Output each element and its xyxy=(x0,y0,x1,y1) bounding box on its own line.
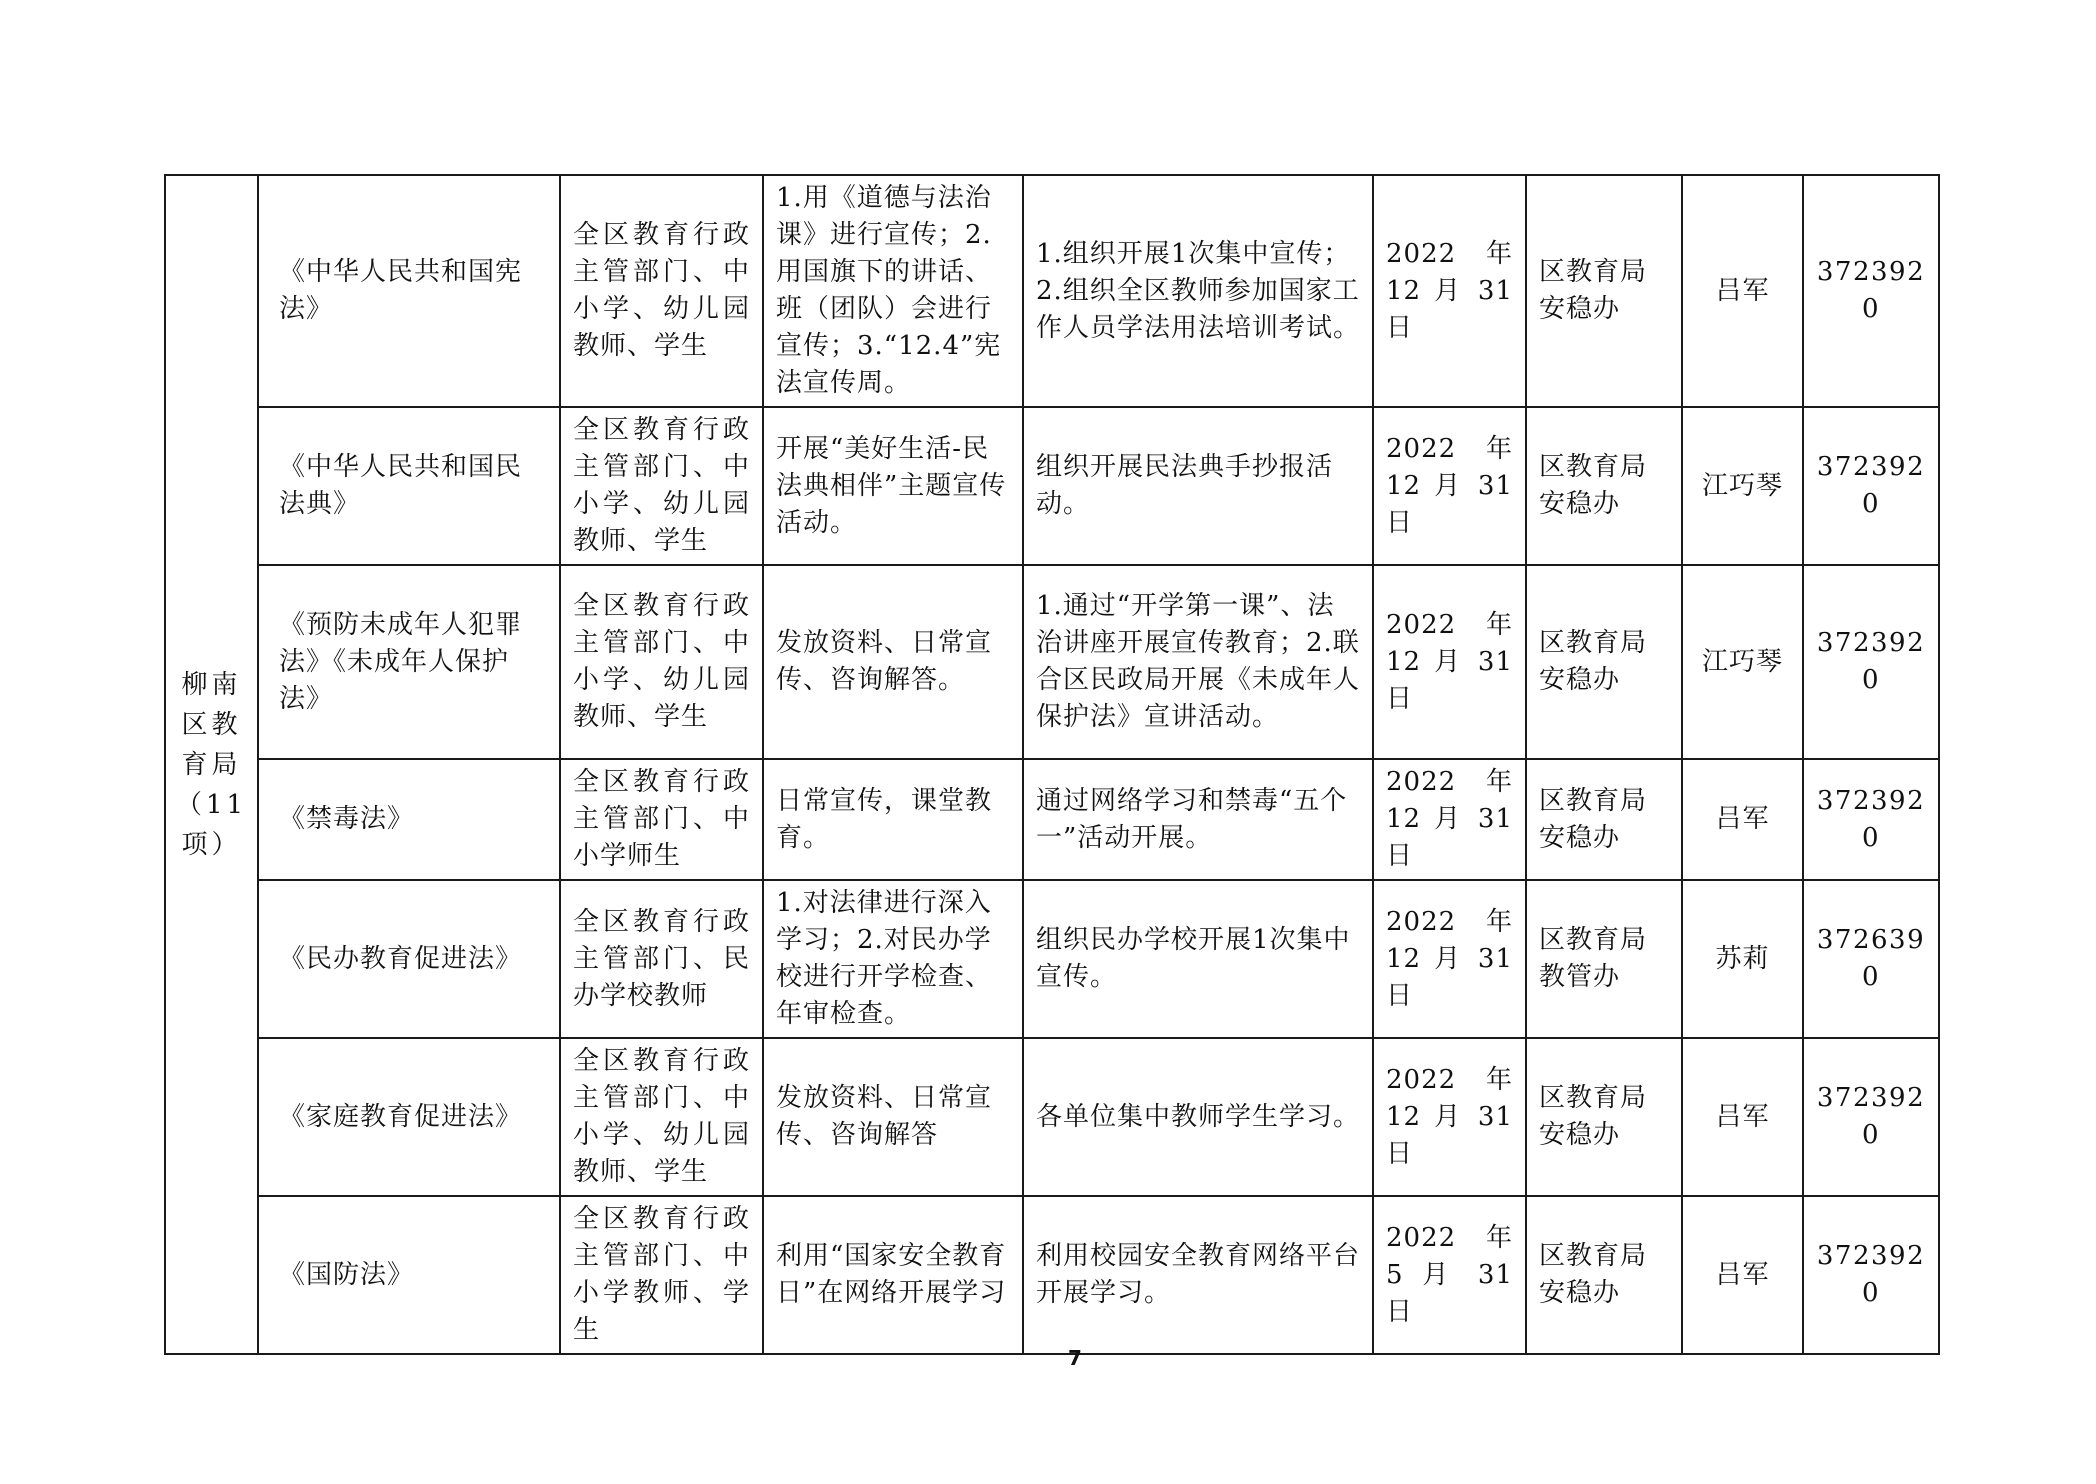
responsible-unit-cell: 区教育局安稳办 xyxy=(1526,175,1682,407)
deadline-cell: 2022 年 12 月 31 日 xyxy=(1373,880,1526,1038)
activity-cell: 组织民办学校开展1次集中宣传。 xyxy=(1023,880,1373,1038)
table-row xyxy=(165,880,1939,1038)
target-audience-cell: 全区教育行政主管部门、中小学、幼儿园教师、学生 xyxy=(560,407,763,565)
contact-person-cell: 吕军 xyxy=(1682,1038,1803,1196)
deadline-cell: 2022 年 12 月 31 日 xyxy=(1373,759,1526,880)
deadline-cell: 2022 年 12 月 31 日 xyxy=(1373,565,1526,759)
activity-cell: 组织开展民法典手抄报活动。 xyxy=(1023,407,1373,565)
activity-cell: 各单位集中教师学生学习。 xyxy=(1023,1038,1373,1196)
phone-cell: 3723920 xyxy=(1803,407,1939,565)
responsible-unit-cell: 区教育局安稳办 xyxy=(1526,759,1682,880)
responsible-unit-cell: 区教育局安稳办 xyxy=(1526,407,1682,565)
table-row xyxy=(165,565,1939,759)
publicity-method-cell: 发放资料、日常宣传、咨询解答 xyxy=(763,1038,1023,1196)
law-name-cell: 《民办教育促进法》 xyxy=(258,880,560,1038)
table-row xyxy=(165,759,1939,880)
publicity-method-cell: 利用“国家安全教育日”在网络开展学习 xyxy=(763,1196,1023,1354)
target-audience-cell: 全区教育行政主管部门、中小学教师、学生 xyxy=(560,1196,763,1354)
page-number: 7 xyxy=(1068,1346,1082,1370)
responsible-unit-cell: 区教育局安稳办 xyxy=(1526,1196,1682,1354)
phone-cell: 3723920 xyxy=(1803,1038,1939,1196)
contact-person-cell: 吕军 xyxy=(1682,175,1803,407)
contact-person-cell: 苏莉 xyxy=(1682,880,1803,1038)
contact-person-cell: 吕军 xyxy=(1682,759,1803,880)
publicity-method-cell: 开展“美好生活-民法典相伴”主题宣传活动。 xyxy=(763,407,1023,565)
activity-cell: 利用校园安全教育网络平台开展学习。 xyxy=(1023,1196,1373,1354)
deadline-cell: 2022 年 5 月 31 日 xyxy=(1373,1196,1526,1354)
publicity-method-cell: 日常宣传，课堂教育。 xyxy=(763,759,1023,880)
phone-cell: 3723920 xyxy=(1803,1196,1939,1354)
table-row xyxy=(165,1038,1939,1196)
target-audience-cell: 全区教育行政主管部门、中小学、幼儿园教师、学生 xyxy=(560,175,763,407)
publicity-method-cell: 发放资料、日常宣传、咨询解答。 xyxy=(763,565,1023,759)
law-name-cell: 《中华人民共和国宪法》 xyxy=(258,175,560,407)
law-name-cell: 《禁毒法》 xyxy=(258,759,560,880)
phone-cell: 3723920 xyxy=(1803,565,1939,759)
responsible-unit-cell: 区教育局教管办 xyxy=(1526,880,1682,1038)
law-publicity-table xyxy=(164,174,1940,1355)
deadline-cell: 2022 年 12 月 31 日 xyxy=(1373,175,1526,407)
target-audience-cell: 全区教育行政主管部门、中小学师生 xyxy=(560,759,763,880)
table-row xyxy=(165,1196,1939,1354)
activity-cell: 1.组织开展1次集中宣传；2.组织全区教师参加国家工作人员学法用法培训考试。 xyxy=(1023,175,1373,407)
table-row xyxy=(165,175,1939,407)
law-name-cell: 《家庭教育促进法》 xyxy=(258,1038,560,1196)
responsible-unit-cell: 区教育局安稳办 xyxy=(1526,565,1682,759)
table-row xyxy=(165,407,1939,565)
law-name-cell: 《中华人民共和国民法典》 xyxy=(258,407,560,565)
phone-cell: 3723920 xyxy=(1803,175,1939,407)
contact-person-cell: 江巧琴 xyxy=(1682,565,1803,759)
publicity-method-cell: 1.对法律进行深入学习；2.对民办学校进行开学检查、年审检查。 xyxy=(763,880,1023,1038)
activity-cell: 通过网络学习和禁毒“五个一”活动开展。 xyxy=(1023,759,1373,880)
contact-person-cell: 吕军 xyxy=(1682,1196,1803,1354)
responsible-unit-cell: 区教育局安稳办 xyxy=(1526,1038,1682,1196)
target-audience-cell: 全区教育行政主管部门、民办学校教师 xyxy=(560,880,763,1038)
publicity-method-cell: 1.用《道德与法治课》进行宣传；2.用国旗下的讲话、班（团队）会进行宣传；3.“12.4”宪法宣传周。 xyxy=(763,175,1023,407)
activity-cell: 1.通过“开学第一课”、法治讲座开展宣传教育；2.联合区民政局开展《未成年人保护法》宣讲活动。 xyxy=(1023,565,1373,759)
contact-person-cell: 江巧琴 xyxy=(1682,407,1803,565)
law-name-cell: 《预防未成年人犯罪法》《未成年人保护法》 xyxy=(258,565,560,759)
deadline-cell: 2022 年 12 月 31 日 xyxy=(1373,1038,1526,1196)
target-audience-cell: 全区教育行政主管部门、中小学、幼儿园教师、学生 xyxy=(560,1038,763,1196)
deadline-cell: 2022 年 12 月 31 日 xyxy=(1373,407,1526,565)
target-audience-cell: 全区教育行政主管部门、中小学、幼儿园教师、学生 xyxy=(560,565,763,759)
law-name-cell: 《国防法》 xyxy=(258,1196,560,1354)
department-cell: 柳南区教育局（11项） xyxy=(165,175,258,1354)
phone-cell: 3723920 xyxy=(1803,759,1939,880)
phone-cell: 3726390 xyxy=(1803,880,1939,1038)
